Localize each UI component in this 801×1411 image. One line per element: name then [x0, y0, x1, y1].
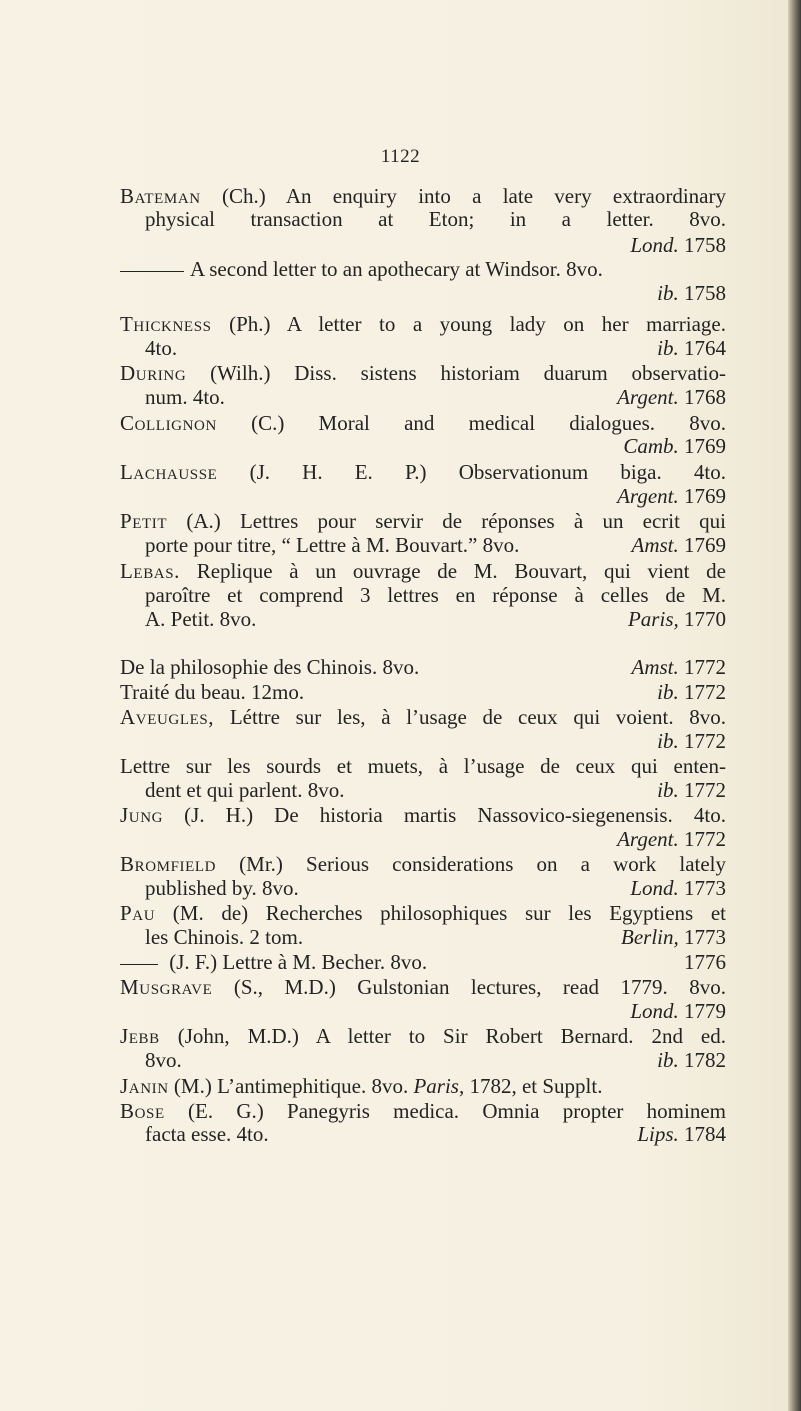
imprint: [621, 925, 726, 950]
imprint-year: 1782, et Supplt.: [469, 1074, 603, 1098]
imprint-place: Argent.: [617, 385, 679, 409]
entry-title: (J. H. E. P.) Observationum biga. 4to.: [217, 460, 726, 484]
imprint-place: Camb.: [623, 434, 679, 458]
entry-title: Traité du beau. 12mo.: [120, 680, 305, 704]
imprint-year: 1772: [684, 729, 726, 753]
entry-continuation: [145, 385, 726, 410]
imprint: [632, 533, 727, 558]
entry-first-line: [120, 1099, 726, 1124]
entry-author: Janin: [120, 1074, 169, 1098]
imprint-year: 1772: [684, 680, 726, 704]
entry-text: porte pour titre, “ Lettre à M. Bouvart.” 8vo.: [145, 533, 520, 557]
entry-title: (John, M.D.) A letter to Sir Robert Bernard. 2nd ed.: [159, 1024, 726, 1048]
ditto-rule: [120, 271, 184, 272]
imprint-place: Amst.: [631, 655, 679, 679]
entry-text: physical transaction at Eton; in a letter. 8vo.: [145, 207, 726, 231]
imprint-year: 1772: [684, 778, 726, 802]
entry-title: (S., M.D.) Gulstonian lectures, read 1779. 8vo.: [212, 975, 726, 999]
imprint: [657, 778, 726, 803]
entry-author: Aveugles,: [120, 705, 215, 729]
imprint-place: ib.: [657, 1048, 679, 1072]
imprint-place: ib.: [657, 778, 679, 802]
entry-author: Lachausse: [120, 460, 218, 484]
entry-first-line: [120, 680, 726, 705]
entry-author: Bromfield: [120, 852, 217, 876]
imprint-year: 1776: [684, 950, 726, 974]
entry-first-line: [120, 312, 726, 337]
imprint-year: 1769: [684, 533, 726, 557]
entry-author: Jebb: [120, 1024, 160, 1048]
imprint-year: 1782: [684, 1048, 726, 1072]
imprint-year: 1770: [684, 607, 726, 631]
entry-title: (M. de) Recherches philosophiques sur les Egyptiens et: [155, 901, 726, 925]
entry-first-line: [120, 655, 726, 680]
entry-title: A second letter to an apothecary at Windsor. 8vo.: [190, 257, 603, 281]
entry-title: (Wilh.) Diss. sistens historiam duarum observatio-: [186, 361, 726, 385]
entry-title: (A.) Lettres pour servir de réponses à un ecrit qui: [167, 509, 726, 533]
entry-first-line: [120, 559, 726, 584]
imprint: [657, 336, 726, 361]
imprint-line: [145, 999, 726, 1024]
imprint-place: Lips.: [637, 1122, 679, 1146]
entry-continuation: [145, 583, 726, 608]
entry-first-line: [120, 705, 726, 730]
entry-continuation: [145, 207, 726, 232]
imprint: [684, 950, 726, 975]
imprint-year: 1772: [684, 827, 726, 851]
imprint-year: 1772: [684, 655, 726, 679]
entry-continuation: [145, 336, 726, 361]
entry-text: facta esse. 4to.: [145, 1122, 269, 1146]
entry-title: (Ph.) A letter to a young lady on her marriage.: [211, 312, 726, 336]
entry-title: Lettre sur les sourds et muets, à l’usage de ceux qui enten-: [120, 754, 726, 778]
imprint-place: ib.: [657, 336, 679, 360]
imprint-place: Argent.: [617, 484, 679, 508]
imprint-place: ib.: [657, 729, 679, 753]
imprint-year: 1769: [684, 434, 726, 458]
imprint: [630, 876, 726, 901]
imprint-place: Berlin,: [621, 925, 679, 949]
entry-title: Replique à un ouvrage de M. Bouvart, qui vient de: [180, 559, 726, 583]
entry-author: Bateman: [120, 184, 201, 208]
imprint-year: 1758: [684, 281, 726, 305]
entry-title: (C.) Moral and medical dialogues. 8vo.: [216, 411, 726, 435]
imprint: [632, 655, 727, 680]
entry-text: les Chinois. 2 tom.: [145, 925, 304, 949]
imprint-place: Lond.: [630, 999, 679, 1023]
entry-text: 4to.: [145, 336, 178, 360]
imprint-line: [145, 729, 726, 754]
imprint-year: 1758: [684, 233, 726, 257]
imprint-line: [145, 281, 726, 306]
entry-continuation: [145, 1048, 726, 1073]
entry-first-line: [120, 257, 726, 282]
entry-first-line: [120, 460, 726, 485]
entry-text: dent et qui parlent. 8vo.: [145, 778, 345, 802]
entry-first-line: [120, 754, 726, 779]
entry-title: (J. F.) Lettre à M. Becher. 8vo.: [164, 950, 428, 974]
imprint-place: Paris,: [627, 607, 679, 631]
imprint-place: ib.: [657, 281, 679, 305]
imprint: [637, 1122, 726, 1147]
page-number: 1122: [380, 146, 421, 167]
imprint-place: Lond.: [630, 233, 679, 257]
entry-first-line: [120, 950, 726, 975]
entry-continuation: [145, 533, 726, 558]
entry-author: Petit: [120, 509, 168, 533]
entry-text: paroître et comprend 3 lettres en réponse à celles de M.: [145, 583, 726, 607]
entry-first-line: [120, 852, 726, 877]
entry-author: Musgrave: [120, 975, 213, 999]
entry-first-line: [120, 184, 726, 209]
entry-continuation: [145, 607, 726, 632]
entry-text: A. Petit. 8vo.: [145, 607, 257, 631]
entry-author: Lebas.: [120, 559, 181, 583]
entry-author: Pau: [120, 901, 156, 925]
imprint-year: 1769: [684, 484, 726, 508]
entry-author: Thickness: [120, 312, 212, 336]
imprint-year: 1784: [684, 1122, 726, 1146]
entry-title: (E. G.) Panegyris medica. Omnia propter hominem: [164, 1099, 726, 1123]
imprint-line: [145, 233, 726, 258]
imprint: [657, 1048, 726, 1073]
imprint-line: [145, 484, 726, 509]
imprint-place: Lond.: [630, 876, 679, 900]
imprint-place: ib.: [657, 680, 679, 704]
entry-first-line: [120, 803, 726, 828]
entry-first-line: [120, 361, 726, 386]
entry-title: (Mr.) Serious considerations on a work lately: [216, 852, 726, 876]
entry-continuation: [145, 876, 726, 901]
imprint-place: Argent.: [617, 827, 679, 851]
entry-continuation: [145, 1122, 726, 1147]
entry-title: (Ch.) An enquiry into a late very extraordinary: [200, 184, 726, 208]
imprint-year: 1779: [684, 999, 726, 1023]
entry-continuation: [145, 925, 726, 950]
entry-first-line: [120, 975, 726, 1000]
imprint-line: [145, 827, 726, 852]
imprint-year: 1768: [684, 385, 726, 409]
entry-first-line: [120, 901, 726, 926]
entry-text: num. 4to.: [145, 385, 225, 409]
imprint-year: 1773: [684, 925, 726, 949]
ditto-rule: [120, 964, 158, 965]
entry-continuation: [145, 778, 726, 803]
entry-first-line: [120, 1074, 726, 1099]
imprint-place: Paris,: [413, 1074, 465, 1098]
entry-text: published by. 8vo.: [145, 876, 299, 900]
entry-title: De la philosophie des Chinois. 8vo.: [120, 655, 420, 679]
imprint-place: Amst.: [631, 533, 679, 557]
entry-title: (J. H.) De historia martis Nassovico-siegenensis. 4to.: [163, 803, 726, 827]
entry-author: Jung: [120, 803, 164, 827]
entry-title: Léttre sur les, à l’usage de ceux qui voient. 8vo.: [214, 705, 726, 729]
entry-first-line: [120, 411, 726, 436]
entry-author: Collignon: [120, 411, 217, 435]
entry-text: 8vo.: [145, 1048, 182, 1072]
imprint-line: [145, 434, 726, 459]
entry-author: Bose: [120, 1099, 165, 1123]
entry-author: During: [120, 361, 187, 385]
entry-first-line: [120, 509, 726, 534]
imprint: [628, 607, 726, 632]
imprint: [657, 680, 726, 705]
imprint-year: 1764: [684, 336, 726, 360]
imprint-year: 1773: [684, 876, 726, 900]
entry-first-line: [120, 1024, 726, 1049]
entry-title: (M.) L’antimephitique. 8vo.: [168, 1074, 414, 1098]
page-edge-shadow: [788, 0, 801, 1411]
imprint: [617, 385, 726, 410]
